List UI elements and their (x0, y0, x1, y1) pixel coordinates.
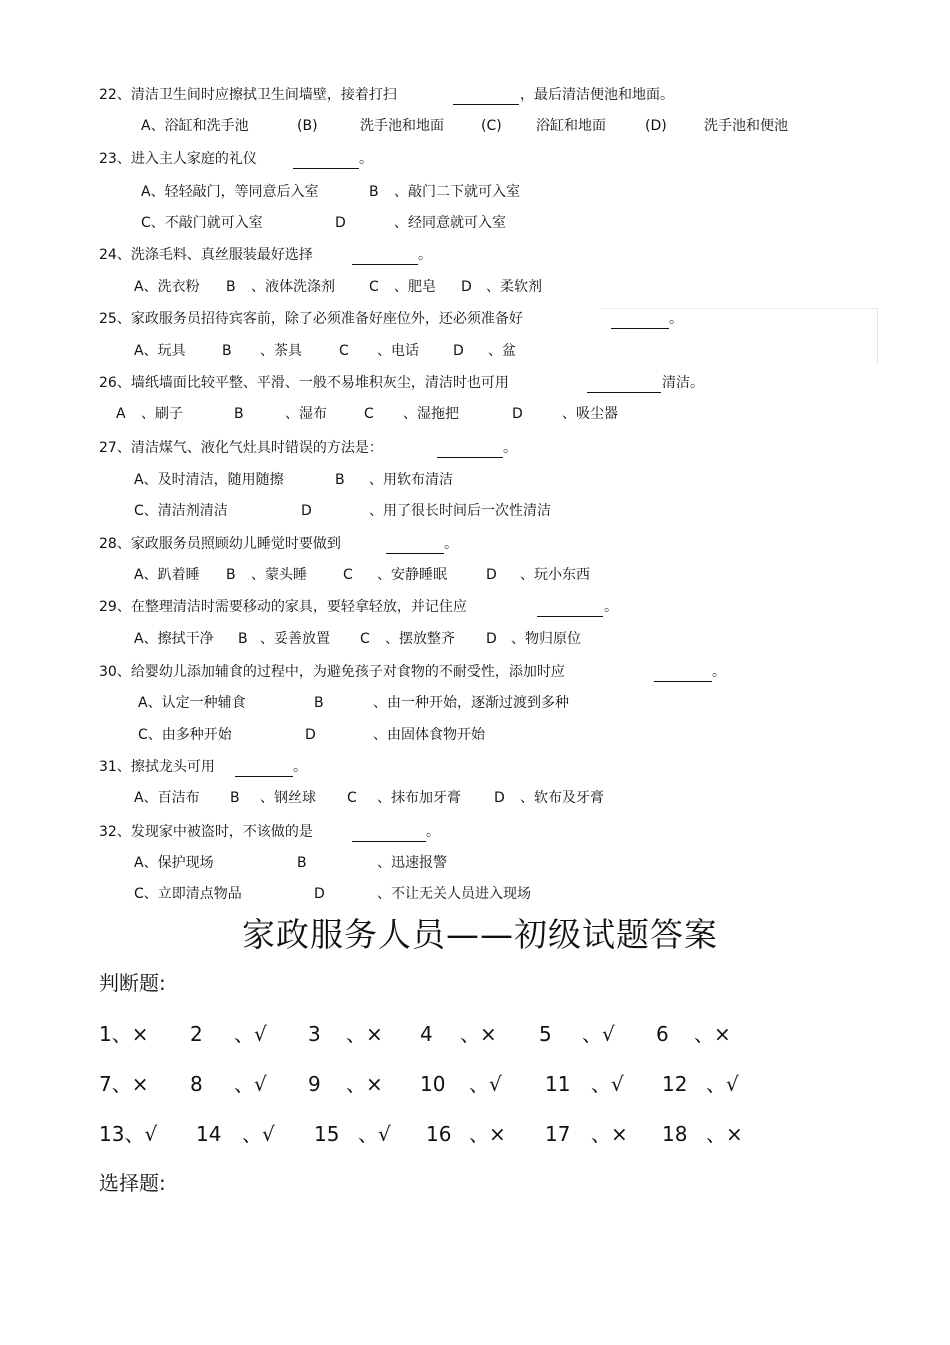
q31-option-c-letter: C (347, 790, 357, 806)
judge-answer-num: 10 (420, 1072, 446, 1096)
q24-option-d-letter: D (461, 279, 472, 295)
q29-option-c: 、摆放整齐 (385, 631, 455, 647)
q32-option-b: 、迅速报警 (377, 855, 447, 871)
question-23-stem: 23、进入主人家庭的礼仪 (99, 151, 257, 167)
question-25-stem-end: 。 (669, 311, 683, 327)
question-30-blank (654, 681, 712, 682)
q22-option-d: 洗手池和便池 (704, 118, 788, 134)
q25-option-b-letter: B (222, 343, 232, 359)
q25-option-d-letter: D (453, 343, 464, 359)
judge-answer-mark: 、√ (234, 1022, 267, 1046)
q31-option-c: 、抹布加牙膏 (377, 790, 461, 806)
question-28-blank (386, 553, 444, 554)
q29-option-a: A、擦拭干净 (134, 631, 214, 647)
q24-option-d: 、柔软剂 (486, 279, 542, 295)
judge-answer: 7、× (99, 1072, 149, 1096)
question-27-stem: 27、清洁煤气、液化气灶具时错误的方法是： (99, 440, 383, 456)
question-26-blank (587, 392, 661, 393)
judge-answer-num: 18 (662, 1122, 688, 1146)
q28-option-b-letter: B (226, 567, 236, 583)
q28-option-b: 、蒙头睡 (251, 567, 307, 583)
scan-edge-line (600, 308, 877, 309)
q28-option-c-letter: C (343, 567, 353, 583)
q26-option-b: 、湿布 (285, 406, 327, 422)
q25-option-c-letter: C (339, 343, 349, 359)
q30-option-d-letter: D (305, 727, 316, 743)
judge-answer-mark: 、√ (469, 1072, 502, 1096)
question-26-stem-end: 清洁。 (662, 375, 704, 391)
answer-title: 家政服务人员——初级试题答案 (242, 915, 718, 954)
question-32-stem-end: 。 (426, 824, 440, 840)
judge-answer-mark: 、√ (242, 1122, 275, 1146)
question-32-blank (352, 841, 426, 842)
q32-option-b-letter: B (297, 855, 307, 871)
question-29-stem-end: 。 (604, 599, 618, 615)
question-30-stem-end: 。 (712, 664, 726, 680)
judge-answer-mark: 、× (346, 1022, 383, 1046)
judge-answer-mark: 、× (706, 1122, 743, 1146)
choice-heading: 选择题: (99, 1171, 166, 1195)
q31-option-b-letter: B (230, 790, 240, 806)
judge-answer-mark: 、× (346, 1072, 383, 1096)
q23-option-d-letter: D (335, 215, 346, 231)
q27-option-a: A、及时清洁，随用随擦 (134, 472, 284, 488)
q22-option-b-letter: (B) (297, 118, 318, 134)
question-24-stem: 24、洗涤毛料、真丝服装最好选择 (99, 247, 313, 263)
q26-option-c-letter: C (364, 406, 374, 422)
q22-option-c: 浴缸和地面 (536, 118, 606, 134)
q25-option-a: A、玩具 (134, 343, 186, 359)
judge-answer-mark: 、√ (582, 1022, 615, 1046)
q32-option-d-letter: D (314, 886, 325, 902)
q30-option-a: A、认定一种辅食 (138, 695, 246, 711)
judge-heading: 判断题: (99, 971, 166, 995)
question-28-stem: 28、家政服务员照顾幼儿睡觉时要做到 (99, 536, 341, 552)
q26-option-a: 、刷子 (141, 406, 183, 422)
judge-answer-num: 4 (420, 1022, 433, 1046)
judge-answer-mark: 、√ (358, 1122, 391, 1146)
judge-answer-mark: 、× (694, 1022, 731, 1046)
q29-option-b: 、妥善放置 (260, 631, 330, 647)
question-30-stem: 30、给婴幼儿添加辅食的过程中，为避免孩子对食物的不耐受性，添加时应 (99, 664, 565, 680)
q31-option-d: 、软布及牙膏 (520, 790, 604, 806)
judge-answer-num: 17 (545, 1122, 571, 1146)
question-29-blank (537, 616, 603, 617)
q30-option-d: 、由固体食物开始 (373, 727, 485, 743)
question-27-blank (437, 457, 503, 458)
q28-option-a: A、趴着睡 (134, 567, 200, 583)
question-31-blank (235, 776, 293, 777)
q31-option-a: A、百洁布 (134, 790, 200, 806)
judge-answer-mark: 、× (460, 1022, 497, 1046)
judge-answer-mark: 、√ (591, 1072, 624, 1096)
q31-option-d-letter: D (494, 790, 505, 806)
q27-option-c: C、清洁剂清洁 (134, 503, 228, 519)
q27-option-b-letter: B (335, 472, 345, 488)
q32-option-c: C、立即清点物品 (134, 886, 242, 902)
q32-option-a: A、保护现场 (134, 855, 214, 871)
judge-answer-num: 3 (308, 1022, 321, 1046)
q24-option-b: 、液体洗涤剂 (251, 279, 335, 295)
q30-option-c: C、由多种开始 (138, 727, 232, 743)
judge-answer-num: 5 (539, 1022, 552, 1046)
q26-option-a-letter: A (116, 406, 126, 422)
q23-option-a: A、轻轻敲门，等同意后入室 (141, 184, 319, 200)
q22-option-b: 洗手池和地面 (360, 118, 444, 134)
q23-option-c: C、不敲门就可入室 (141, 215, 263, 231)
judge-answer-num: 14 (196, 1122, 222, 1146)
q24-option-c-letter: C (369, 279, 379, 295)
question-26-stem: 26、墙纸墙面比较平整、平滑、一般不易堆积灰尘，清洁时也可用 (99, 375, 509, 391)
question-24-stem-end: 。 (418, 247, 432, 263)
q22-option-d-letter: (D) (645, 118, 667, 134)
q24-option-c: 、肥皂 (394, 279, 436, 295)
q28-option-d: 、玩小东西 (520, 567, 590, 583)
q23-option-b-letter: B (369, 184, 379, 200)
q29-option-b-letter: B (238, 631, 248, 647)
question-24-blank (352, 264, 418, 265)
q26-option-c: 、湿拖把 (403, 406, 459, 422)
question-32-stem: 32、发现家中被盗时，不该做的是 (99, 824, 313, 840)
judge-answer-num: 15 (314, 1122, 340, 1146)
judge-answer-mark: 、× (591, 1122, 628, 1146)
judge-answer-num: 16 (426, 1122, 452, 1146)
question-23-stem-end: 。 (359, 151, 373, 167)
question-28-stem-end: 。 (444, 536, 458, 552)
question-25-blank (611, 328, 669, 329)
judge-answer-mark: 、× (469, 1122, 506, 1146)
judge-answer: 13、√ (99, 1122, 158, 1146)
question-25-stem: 25、家政服务员招待宾客前，除了必须准备好座位外，还必须准备好 (99, 311, 523, 327)
q27-option-d-letter: D (301, 503, 312, 519)
judge-answer-num: 11 (545, 1072, 571, 1096)
judge-answer-num: 8 (190, 1072, 203, 1096)
q30-option-b: 、由一种开始，逐渐过渡到多种 (373, 695, 569, 711)
q22-option-c-letter: (C) (481, 118, 502, 134)
q30-option-b-letter: B (314, 695, 324, 711)
question-23-blank (293, 168, 359, 169)
judge-answer-num: 12 (662, 1072, 688, 1096)
scan-edge-line (877, 308, 878, 364)
q23-option-d: 、经同意就可入室 (394, 215, 506, 231)
q25-option-c: 、电话 (377, 343, 419, 359)
q28-option-c: 、安静睡眠 (377, 567, 447, 583)
q24-option-b-letter: B (226, 279, 236, 295)
judge-answer-mark: 、√ (234, 1072, 267, 1096)
q23-option-b: 、敲门二下就可入室 (394, 184, 520, 200)
q24-option-a: A、洗衣粉 (134, 279, 200, 295)
question-27-stem-end: 。 (503, 440, 517, 456)
judge-answer-num: 6 (656, 1022, 669, 1046)
judge-answer: 1、× (99, 1022, 149, 1046)
q32-option-d: 、不让无关人员进入现场 (377, 886, 531, 902)
q29-option-c-letter: C (360, 631, 370, 647)
q28-option-d-letter: D (486, 567, 497, 583)
q26-option-d: 、吸尘器 (562, 406, 618, 422)
question-29-stem: 29、在整理清洁时需要移动的家具，要轻拿轻放，并记住应 (99, 599, 467, 615)
judge-answer-mark: 、√ (706, 1072, 739, 1096)
q29-option-d-letter: D (486, 631, 497, 647)
q22-option-a: A、浴缸和洗手池 (141, 118, 249, 134)
question-22-stem: 22、清洁卫生间时应擦拭卫生间墙壁，接着打扫 (99, 87, 397, 103)
q29-option-d: 、物归原位 (511, 631, 581, 647)
judge-answer-num: 9 (308, 1072, 321, 1096)
q26-option-b-letter: B (234, 406, 244, 422)
judge-answer-num: 2 (190, 1022, 203, 1046)
question-22-blank (453, 104, 519, 105)
q25-option-d: 、盆 (488, 343, 516, 359)
question-31-stem: 31、擦拭龙头可用 (99, 759, 215, 775)
q27-option-d: 、用了很长时间后一次性清洁 (369, 503, 551, 519)
q26-option-d-letter: D (512, 406, 523, 422)
question-31-stem-end: 。 (293, 759, 307, 775)
q25-option-b: 、茶具 (260, 343, 302, 359)
q31-option-b: 、钢丝球 (260, 790, 316, 806)
q27-option-b: 、用软布清洁 (369, 472, 453, 488)
question-22-stem-end: ，最后清洁便池和地面。 (520, 87, 674, 103)
